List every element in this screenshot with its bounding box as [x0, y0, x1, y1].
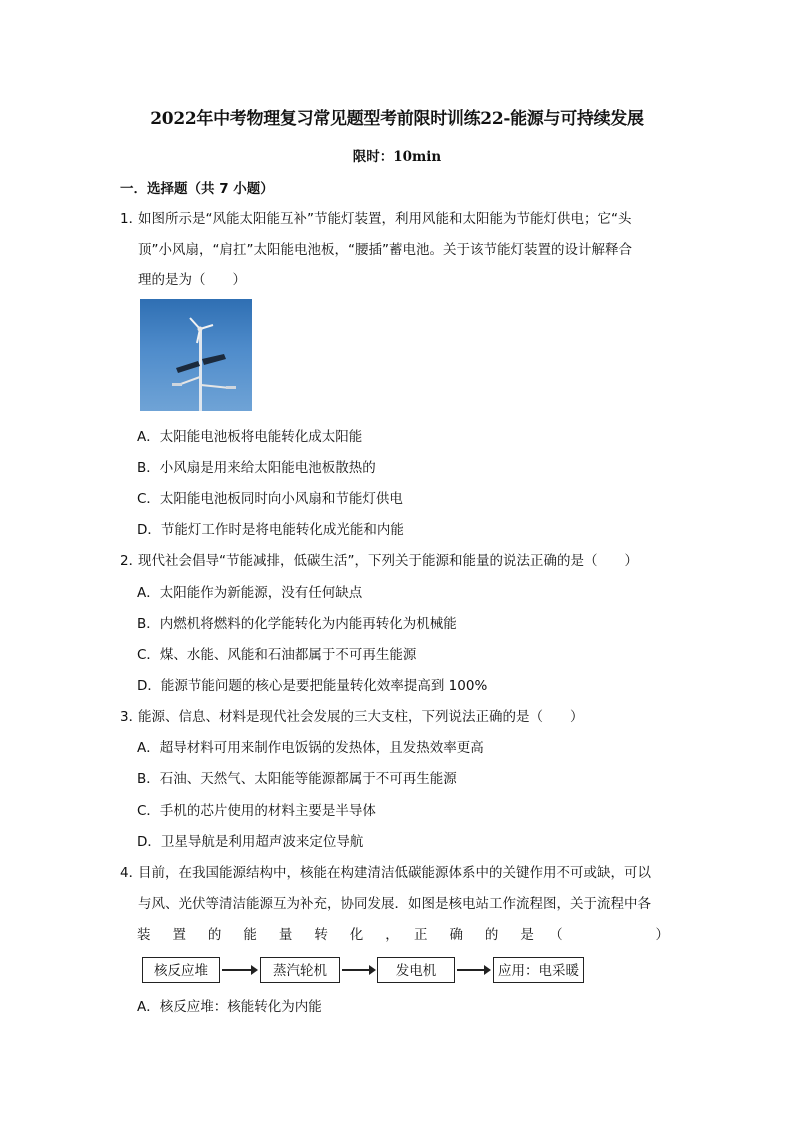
- option-d: D．节能灯工作时是将电能转化成光能和内能: [137, 522, 404, 538]
- option-a: A．太阳能电池板将电能转化成太阳能: [137, 429, 363, 445]
- option-b: B．内燃机将燃料的化学能转化为内能再转化为机械能: [137, 616, 457, 632]
- question-number: 1．: [120, 211, 143, 227]
- nuclear-plant-flow-diagram: [0, 957, 794, 983]
- flow-box-turbine: 蒸汽轮机: [260, 957, 340, 983]
- flow-arrow: [342, 969, 374, 971]
- question-stem-line: 现代社会倡导“节能减排，低碳生活”，下列关于能源和能量的说法正确的是（ ）: [138, 553, 638, 569]
- question-number: 4．: [120, 865, 143, 881]
- flow-box-application: 应用：电采暖: [493, 957, 584, 983]
- question-number: 3．: [120, 709, 143, 725]
- section-heading: 一．选择题（共 7 小题）: [120, 181, 274, 197]
- page-title: 2022年中考物理复习常见题型考前限时训练22-能源与可持续发展: [150, 109, 644, 129]
- option-d: D．卫星导航是利用超声波来定位导航: [137, 834, 364, 850]
- question-stem-line: 理的是为（ ）: [138, 272, 246, 288]
- question-stem-line: 目前，在我国能源结构中，核能在构建清洁低碳能源体系中的关键作用不可或缺，可以: [138, 865, 651, 881]
- flow-arrow: [222, 969, 256, 971]
- option-c: C．手机的芯片使用的材料主要是半导体: [137, 803, 376, 819]
- option-c: C．太阳能电池板同时向小风扇和节能灯供电: [137, 491, 403, 507]
- option-a: A．超导材料可用来制作电饭锅的发热体，且发热效率更高: [137, 740, 484, 756]
- option-a: A．太阳能作为新能源，没有任何缺点: [137, 585, 363, 601]
- question-stem-line: 能源、信息、材料是现代社会发展的三大支柱，下列说法正确的是（ ）: [138, 709, 584, 725]
- street-lamp-photo: [140, 299, 252, 411]
- question-stem-line: 装 置 的 能 量 转 化 ， 正 确 的 是 （ ）: [137, 927, 669, 943]
- flow-box-reactor: 核反应堆: [142, 957, 220, 983]
- question-stem-line: 如图所示是“风能太阳能互补”节能灯装置，利用风能和太阳能为节能灯供电；它“头: [138, 211, 632, 227]
- time-limit: 限时：10min: [352, 149, 442, 165]
- option-d: D．能源节能问题的核心是要把能量转化效率提高到 100%: [137, 678, 488, 694]
- question-number: 2．: [120, 553, 143, 569]
- street-lamp-with-turbine-icon: [140, 299, 252, 411]
- option-b: B．小风扇是用来给太阳能电池板散热的: [137, 460, 376, 476]
- question-stem-line: 顶”小风扇，“肩扛”太阳能电池板，“腰插”蓄电池。关于该节能灯装置的设计解释合: [138, 242, 632, 258]
- option-a: A．核反应堆：核能转化为内能: [137, 999, 322, 1015]
- flow-box-generator: 发电机: [377, 957, 455, 983]
- option-c: C．煤、水能、风能和石油都属于不可再生能源: [137, 647, 417, 663]
- question-stem-line: 与风、光伏等清洁能源互为补充，协同发展．如图是核电站工作流程图，关于流程中各: [138, 896, 651, 912]
- option-b: B．石油、天然气、太阳能等能源都属于不可再生能源: [137, 771, 457, 787]
- flow-arrow: [457, 969, 489, 971]
